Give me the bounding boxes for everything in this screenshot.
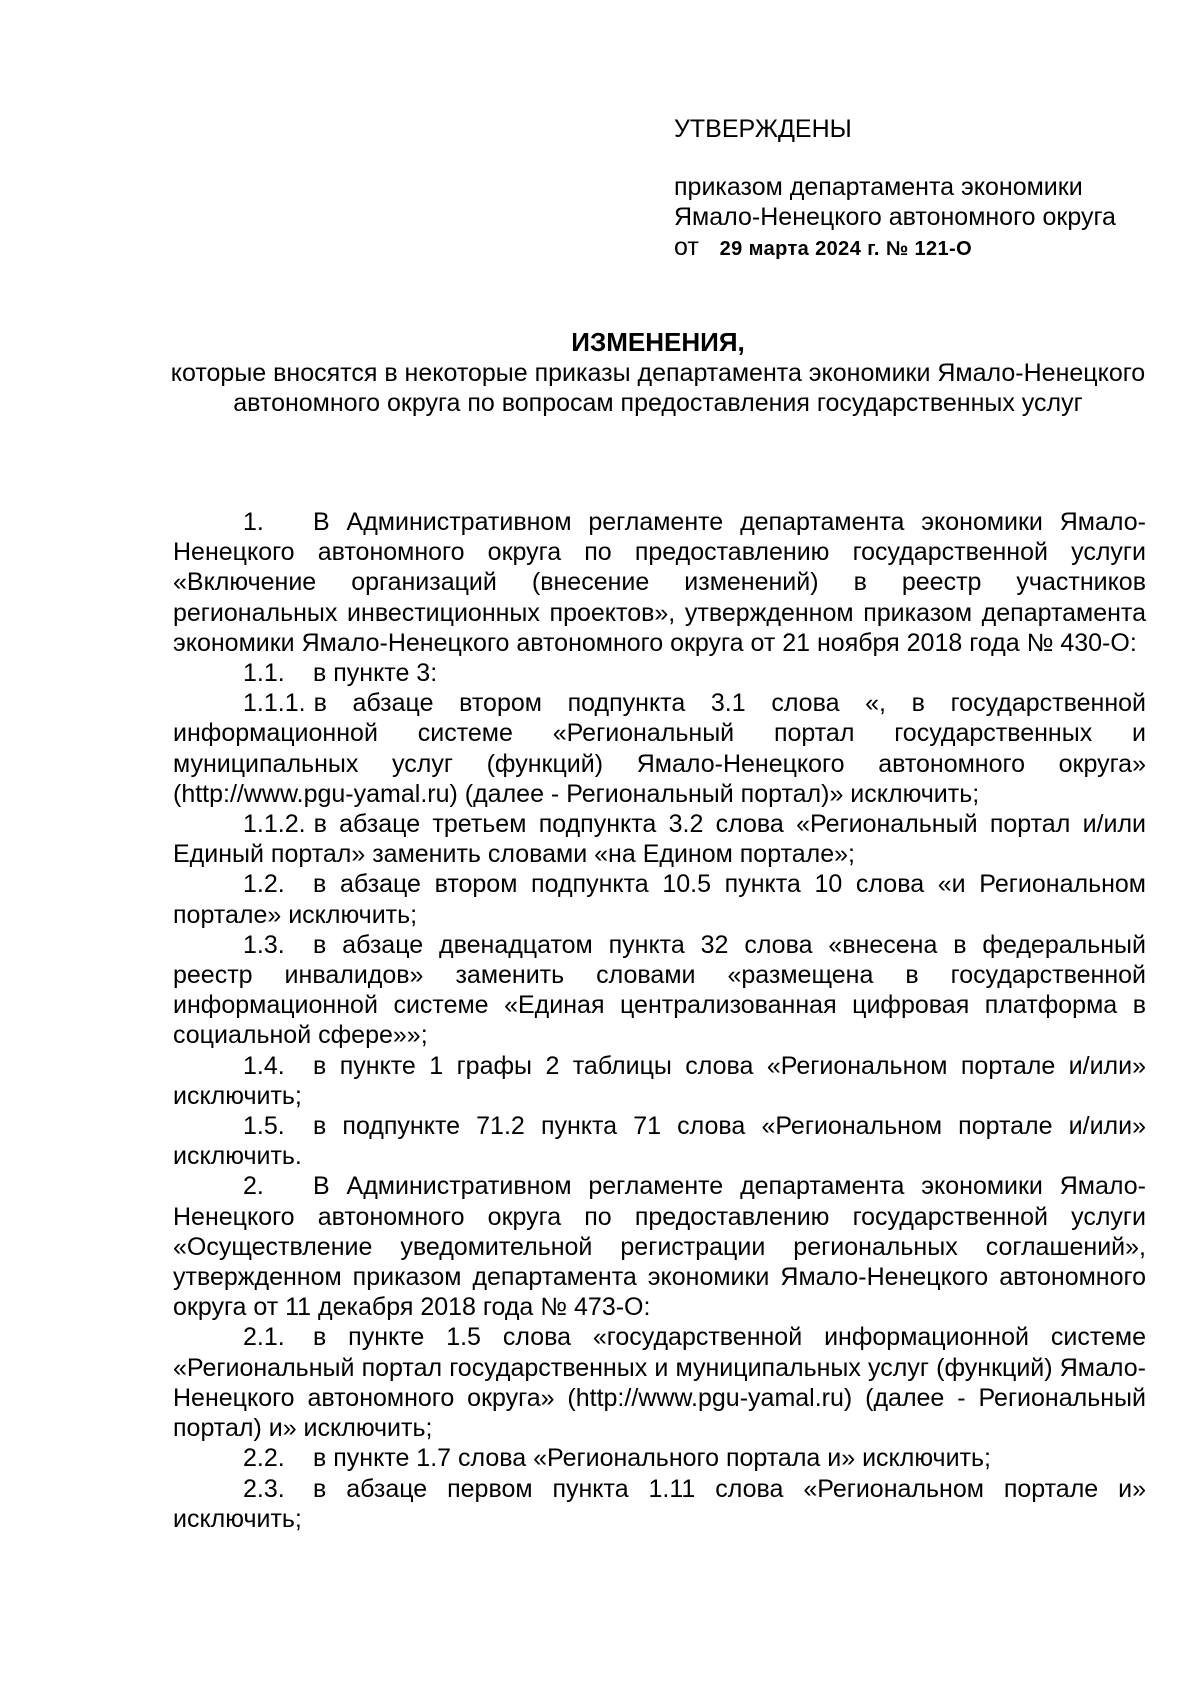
list-item xyxy=(173,930,1146,1051)
item-number: 1.3. xyxy=(243,930,285,959)
list-item xyxy=(173,1051,1146,1111)
date-prefix: от xyxy=(674,233,699,261)
item-text: в абзаце втором подпункта 10.5 пункта 10 слова «и Региональном портале» исключить; xyxy=(173,870,1146,929)
approval-block xyxy=(674,114,1116,264)
list-item xyxy=(173,1474,1146,1534)
approval-date-line xyxy=(674,232,1116,264)
item-text: В Административном регламенте департамента экономики Ямало-Ненецкого автономного округа по предоставлению государственной услуги «Включение организаций (внесение изменений) в реестр участников региональных инвестиционных проектов», утвержденном приказом департамента экономики Ямало-Ненецкого автономного округа от 21 ноября 2018 года № 430-О: xyxy=(173,508,1146,657)
item-number: 1.1.1. xyxy=(243,689,306,718)
document-body xyxy=(173,507,1146,1534)
document-title: ИЗМЕНЕНИЯ, xyxy=(571,327,745,357)
item-number: 1.5. xyxy=(243,1112,285,1141)
item-number: 2.3. xyxy=(243,1474,285,1503)
item-text: в пункте 1.7 слова «Регионального портала и» исключить; xyxy=(313,1444,991,1473)
list-item xyxy=(173,869,1146,929)
list-item xyxy=(173,1111,1146,1171)
item-number: 1.1.2. xyxy=(243,810,306,839)
item-text: в пункте 3: xyxy=(313,659,438,688)
item-number: 1.4. xyxy=(243,1051,285,1080)
item-text: в абзаце втором подпункта 3.1 слова «, в государственной информационной системе «Региональный портал государственных и муниципальных услуг (функций) Ямало-Ненецкого автономного округа» (http://www.pgu-yamal.ru) (далее - Региональный портал)» исключить; xyxy=(173,689,1146,808)
item-text: в подпункте 71.2 пункта 71 слова «Региональном портале и/или» исключить. xyxy=(173,1112,1146,1171)
list-item xyxy=(173,507,1146,658)
order-date-number: 29 марта 2024 г. № 121-О xyxy=(719,238,973,260)
approval-region-line: Ямало-Ненецкого автономного округа xyxy=(674,203,1116,231)
item-text: в пункте 1 графы 2 таблицы слова «Региональном портале и/или» исключить; xyxy=(173,1051,1146,1110)
approval-order-line: приказом департамента экономики xyxy=(674,173,1083,201)
item-number: 1.2. xyxy=(243,870,285,899)
item-number: 2.1. xyxy=(243,1323,285,1352)
list-item xyxy=(173,1171,1146,1322)
item-text: в абзаце двенадцатом пункта 32 слова «внесена в федеральный реестр инвалидов» заменить словами «размещена в государственной информационной системе «Единая централизованная цифровая платформа в социальной сфере»»; xyxy=(173,930,1146,1050)
document-subtitle: которые вносятся в некоторые приказы департамента экономики Ямало-Ненецкого автономного округа по вопросам предоставления государственных услуг xyxy=(170,359,1146,417)
item-number: 2.2. xyxy=(243,1444,285,1473)
item-text: в пункте 1.5 слова «государственной информационной системе «Региональный портал государственных и муниципальных услуг (функций) Ямало-Ненецкого автономного округа» (http://www.pgu-yamal.ru) (далее - Региональный портал) и» исключить; xyxy=(173,1323,1146,1443)
item-number: 2. xyxy=(243,1172,264,1201)
item-text: в абзаце первом пункта 1.11 слова «Региональном портале и» исключить; xyxy=(173,1474,1146,1533)
list-item xyxy=(173,658,1146,688)
item-number: 1.1. xyxy=(243,659,285,688)
approved-label: УТВЕРЖДЕНЫ xyxy=(674,115,852,143)
list-item xyxy=(173,809,1146,869)
list-item xyxy=(173,1322,1146,1443)
item-text: в абзаце третьем подпункта 3.2 слова «Региональный портал и/или Единый портал» заменить словами «на Едином портале»; xyxy=(173,810,1146,869)
list-item xyxy=(173,688,1146,809)
item-number: 1. xyxy=(243,508,264,536)
list-item xyxy=(173,1443,1146,1473)
item-text: В Административном регламенте департамента экономики Ямало-Ненецкого автономного округа по предоставлению государственной услуги «Осуществление уведомительной регистрации региональных соглашений», утвержденном приказом департамента экономики Ямало-Ненецкого автономного округа от 11 декабря 2018 года № 473-О: xyxy=(173,1172,1146,1322)
document-heading xyxy=(170,327,1146,418)
